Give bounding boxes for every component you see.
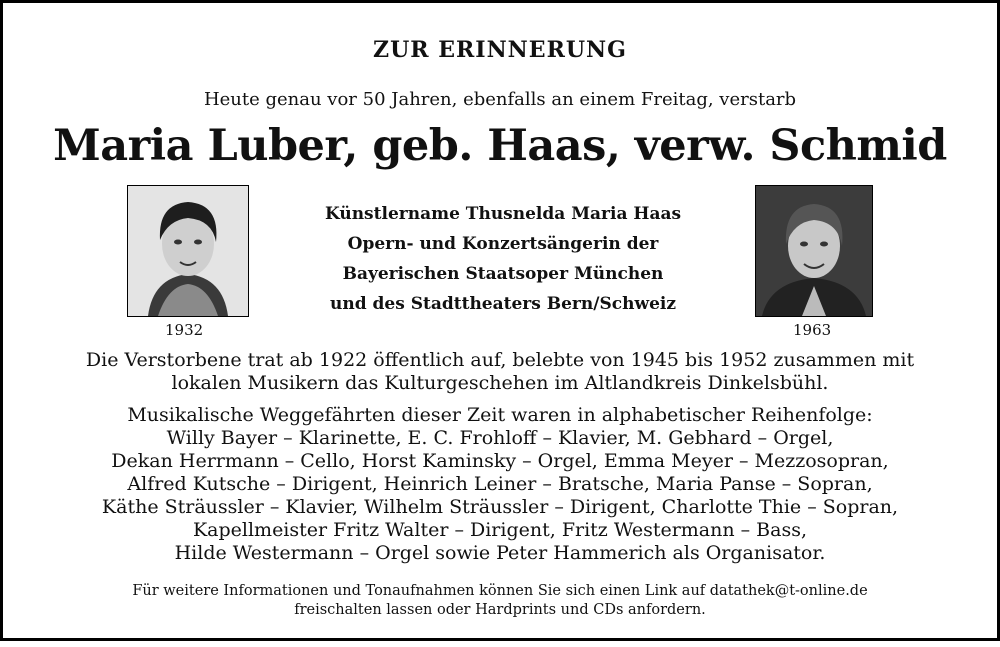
text-line: Dekan Herrmann – Cello, Horst Kaminsky – Orgel, Emma Meyer – Mezzosopran, [111, 450, 889, 472]
companions-paragraph [23, 404, 977, 565]
notice-heading: ZUR ERINNERUNG [373, 37, 627, 63]
role-line: Bayerischen Staatsoper München [342, 264, 664, 284]
text-line: Alfred Kutsche – Dirigent, Heinrich Leiner – Bratsche, Maria Panse – Sopran, [127, 473, 873, 495]
role-line: Opern- und Konzertsängerin der [347, 234, 659, 254]
biography-paragraph [23, 349, 977, 395]
role-line: und des Stadttheaters Bern/Schweiz [329, 294, 677, 314]
text-line: Kapellmeister Fritz Walter – Dirigent, Fritz Westermann – Bass, [192, 519, 808, 541]
photo-year-right: 1963 [793, 321, 832, 339]
text-line: Die Verstorbene trat ab 1922 öffentlich auf, belebte von 1945 bis 1952 zusammen mit [85, 349, 915, 371]
deceased-name: Maria Luber, geb. Haas, verw. Schmid [53, 121, 947, 171]
intro-line: Heute genau vor 50 Jahren, ebenfalls an einem Freitag, verstarb [203, 89, 797, 110]
footer-line: freischalten lassen oder Hardprints und CDs anfordern. [294, 602, 706, 618]
photo-year-left: 1932 [165, 321, 204, 339]
text-line: Musikalische Weggefährten dieser Zeit waren in alphabetischer Reihenfolge: [127, 404, 873, 426]
portrait-photo-young [127, 185, 249, 317]
role-line: Künstlername Thusnelda Maria Haas [324, 204, 682, 224]
text-line: Käthe Sträussler – Klavier, Wilhelm Sträussler – Dirigent, Charlotte Thie – Sopran, [101, 496, 899, 518]
portrait-photo-older [755, 185, 873, 317]
text-line: Hilde Westermann – Orgel sowie Peter Hammerich als Organisator. [174, 542, 826, 564]
contact-footer [23, 582, 977, 620]
artist-roles [293, 199, 713, 319]
footer-line: Für weitere Informationen und Tonaufnahmen können Sie sich einen Link auf datathek@t-online.de [132, 583, 868, 599]
text-line: lokalen Musikern das Kulturgeschehen im Altlandkreis Dinkelsbühl. [171, 372, 829, 394]
text-line: Willy Bayer – Klarinette, E. C. Frohloff – Klavier, M. Gebhard – Orgel, [166, 427, 834, 449]
